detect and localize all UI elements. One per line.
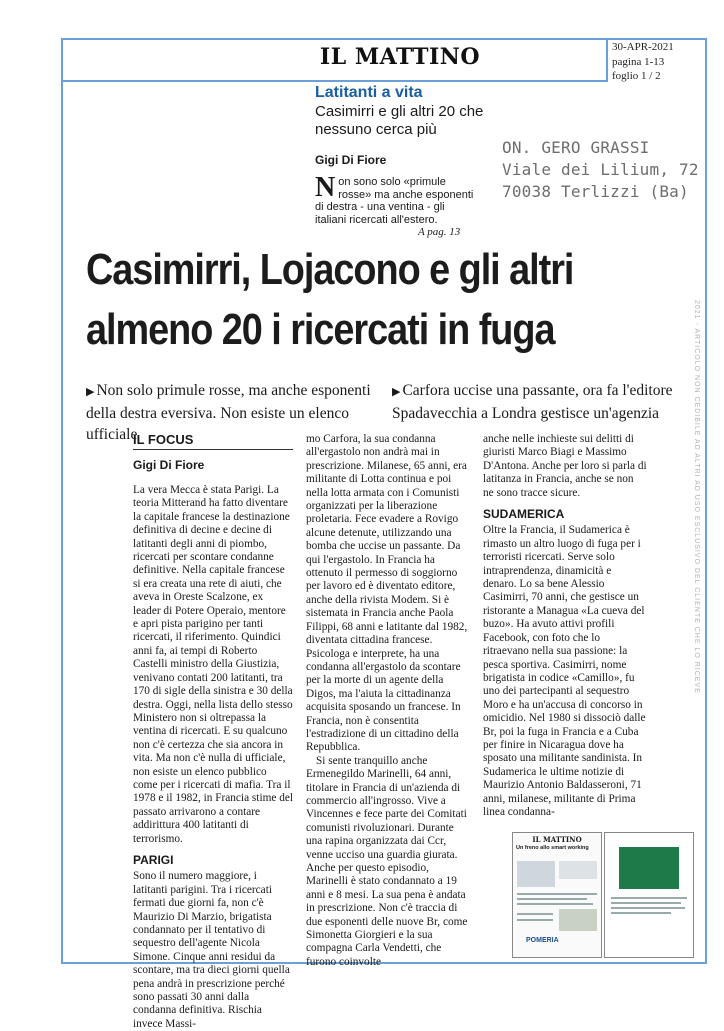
thumb-text-line — [611, 907, 685, 909]
thumb-text-line — [517, 903, 593, 905]
thumb-text-line — [517, 919, 553, 921]
thumb-green-block — [619, 847, 679, 889]
teaser-page-ref: A pag. 13 — [418, 226, 461, 238]
main-headline — [86, 240, 619, 360]
triangle-bullet-icon: ▶ — [392, 386, 401, 398]
masthead-text: IL MATTINO — [319, 44, 481, 70]
thumb-text-line — [611, 912, 671, 914]
stamp-line-3: 70038 Terlizzi (Ba) — [502, 182, 689, 201]
clip-page: pagina 1-13 — [612, 56, 665, 68]
clip-date: 30-APR-2021 — [612, 41, 674, 53]
clip-sheet: foglio 1 / 2 — [612, 70, 661, 82]
teaser-dropcap: N — [315, 172, 336, 203]
stamp-line-2: Viale dei Lilium, 72 — [502, 160, 699, 179]
thumb-photo — [559, 909, 597, 931]
teaser-byline: Gigi Di Fiore — [315, 153, 387, 167]
header-meta-divider — [606, 38, 608, 82]
thumb-headline: Un freno allo smart working — [516, 845, 589, 851]
section-label: IL FOCUS — [133, 432, 194, 447]
teaser-title: Casimirri e gli altri 20 che nessuno cerca più — [315, 103, 484, 138]
paragraph: Oltre la Francia, il Sudamerica è rimasto un altro luogo di fuga per i terroristi ricercati. Serve solo intraprendenza, dinamicità e denaro. Lo sa bene Alessio Casimirri, 70 anni, che gestisce un ristorante a Managua «La cueva del buzo». Ha avuto attivi profili Facebook, con foto che lo ritraevano nella sua passione: la pesca sportiva. Casimirri, nome brigatista in codice «Camillo», fu uno dei partecipanti al sequestro Moro e ha un'accusa di concorso in omicidio. Nel 1980 si dissociò dalle Br, poi la fuga in Francia e a Cuba per finire in Nicaragua dove ha sposato una militante sandinista. In Sudamerica le ultime notizie di Maurizio Antonio Baldasseroni, 71 anni, milanese, militante di Prima linea condanna- — [483, 524, 646, 818]
thumb-text-line — [517, 913, 553, 915]
thumb-masthead: IL MATTINO — [532, 835, 582, 844]
headline-line-2: almeno 20 i ricercati in fuga — [86, 305, 555, 354]
inner-page-thumbnail — [604, 832, 694, 958]
paragraph: mo Carfora, la sua condanna all'ergastolo non andrà mai in prescrizione. Milanese, 65 anni, era militante di Lotta continua e poi nella lotta armata con i Comunisti organizzati per la liberazione proletaria. Fece evadere a Rovigo alcune detenute, utilizzando una bomba che uccise un passante. Da qui l'ergastolo. In Francia ha ottenuto il permesso di soggiorno per lavoro ed è diventato editore, anche della rivista Modem. Si è sistemata in Francia anche Paola Filippi, 68 anni e latitante dal 1982, diventata cittadina francese. Psicologa e interprete, ha una condanna all'ergastolo da scontare per la morte di un agente della Digos, ma l'aiuta la cittadinanza acquisita sposando un francese. In Francia, non è consentita l'estradizione di un cittadino della Repubblica. — [306, 433, 468, 754]
article-byline: Gigi Di Fiore — [133, 458, 205, 472]
paragraph: anche nelle inchieste sui delitti di giuristi Marco Biagi e Massimo D'Antona. Anche per loro si parla di latitanza in Francia, anche se non ne sono tracce sicure. — [483, 433, 647, 499]
thumb-text-line — [611, 902, 681, 904]
stamp-line-1: ON. GERO GRASSI — [502, 138, 650, 157]
thumb-photo — [517, 861, 555, 887]
paragraph: La vera Mecca è stata Parigi. La teoria Mitterand ha fatto diventare la capitale francese la destinazione definitiva di decine e decine di latitanti degli anni di piombo, ricercati per scontare condanne definitive. Nella capitale francese si era creata una rete di aiuti, che aveva in Oreste Scalzone, ex leader di Potere Operaio, mentore e apri pista parigino per tanti ricercati, il riferimento. Quindici anni fa, ai tempi di Roberto Castelli ministro della Giustizia, venivano contati 200 latitanti, tra 170 di sigle della sinistra e 30 della destra. Oggi, nella lista dello stesso Ministero non si oltrepassa la ventina di ricercati. E su qualcuno non c'è certezza che sia ancora in vita. Ma non c'è nulla di ufficiale, non esiste un elenco pubblico come per i ricercati di mafia. Tra il 1978 e il 1982, in Francia stime del passato arrivarono a contare addirittura 400 latitanti di terrorismo. — [133, 484, 294, 845]
paragraph: Sono il numero maggiore, i latitanti parigini. Tra i ricercati fermati due giorni fa, non c'è Maurizio Di Marzio, brigatista condannato per il tentativo di sequestro dell'agente Nicola Simone. Cinque anni residui da scontare, ma tra dieci giorni quella pena andrà in prescrizione perché sono passati 30 anni dalla condanna definitiva. Rischia invece Massi- — [133, 870, 290, 1030]
article-column-3 — [483, 433, 647, 819]
subhead-left-text: Non solo primule rosse, ma anche esponenti della destra eversiva. Non esiste un elenco ufficiale — [86, 382, 371, 443]
thumb-text-line — [517, 893, 597, 895]
teaser-kicker: Latitanti a vita — [315, 84, 423, 101]
subhead-right — [392, 380, 692, 424]
section-heading-parigi: PARIGI — [133, 852, 174, 867]
paragraph: Si sente tranquillo anche Ermenegildo Marinelli, 64 anni, titolare in Francia di un'azienda di commercio all'ingrosso. Vive a Vincennes e fece parte dei Comitati comunisti rivoluzionari. Durante una rapina organizzata dai Ccr, venne ucciso una guardia giurata. Anche per questo episodio, Marinelli è stato condannato a 19 anni e 8 mesi. La sua pena è andata in prescrizione. Non c'è traccia di due esponenti delle nuove Br, come Simonetta Giorgieri e la sua compagna Carla Vendetti, che furono coinvolte — [306, 754, 468, 968]
triangle-bullet-icon: ▶ — [86, 386, 95, 398]
section-rule — [133, 449, 293, 450]
thumb-banner: POMERIA — [526, 937, 559, 944]
thumb-photo — [559, 861, 597, 879]
masthead-logo — [300, 44, 500, 70]
copyright-side-note: 2021 - ARTICOLO NON CEDIBILE AD ALTRI AD USO ESCLUSIVO DEL CLIENTE CHE LO RICEVE — [693, 300, 700, 694]
teaser-body: on sono solo «primule rosse» ma anche esponenti di destra - una ventina - gli italiani ricercati all'estero. — [315, 176, 474, 226]
subhead-right-text: Carfora uccise una passante, ora fa l'editore Spadavecchia a Londra gestisce un'agenzia — [392, 382, 673, 422]
section-heading-sudamerica: SUDAMERICA — [483, 507, 565, 522]
article-column-2 — [306, 433, 472, 969]
teaser-text — [315, 172, 475, 226]
header-divider — [61, 80, 607, 82]
headline-line-1: Casimirri, Lojacono e gli altri — [86, 245, 574, 294]
front-page-thumbnail — [512, 832, 602, 958]
thumb-text-line — [517, 898, 587, 900]
thumb-text-line — [611, 897, 687, 899]
article-column-1 — [133, 484, 293, 1031]
